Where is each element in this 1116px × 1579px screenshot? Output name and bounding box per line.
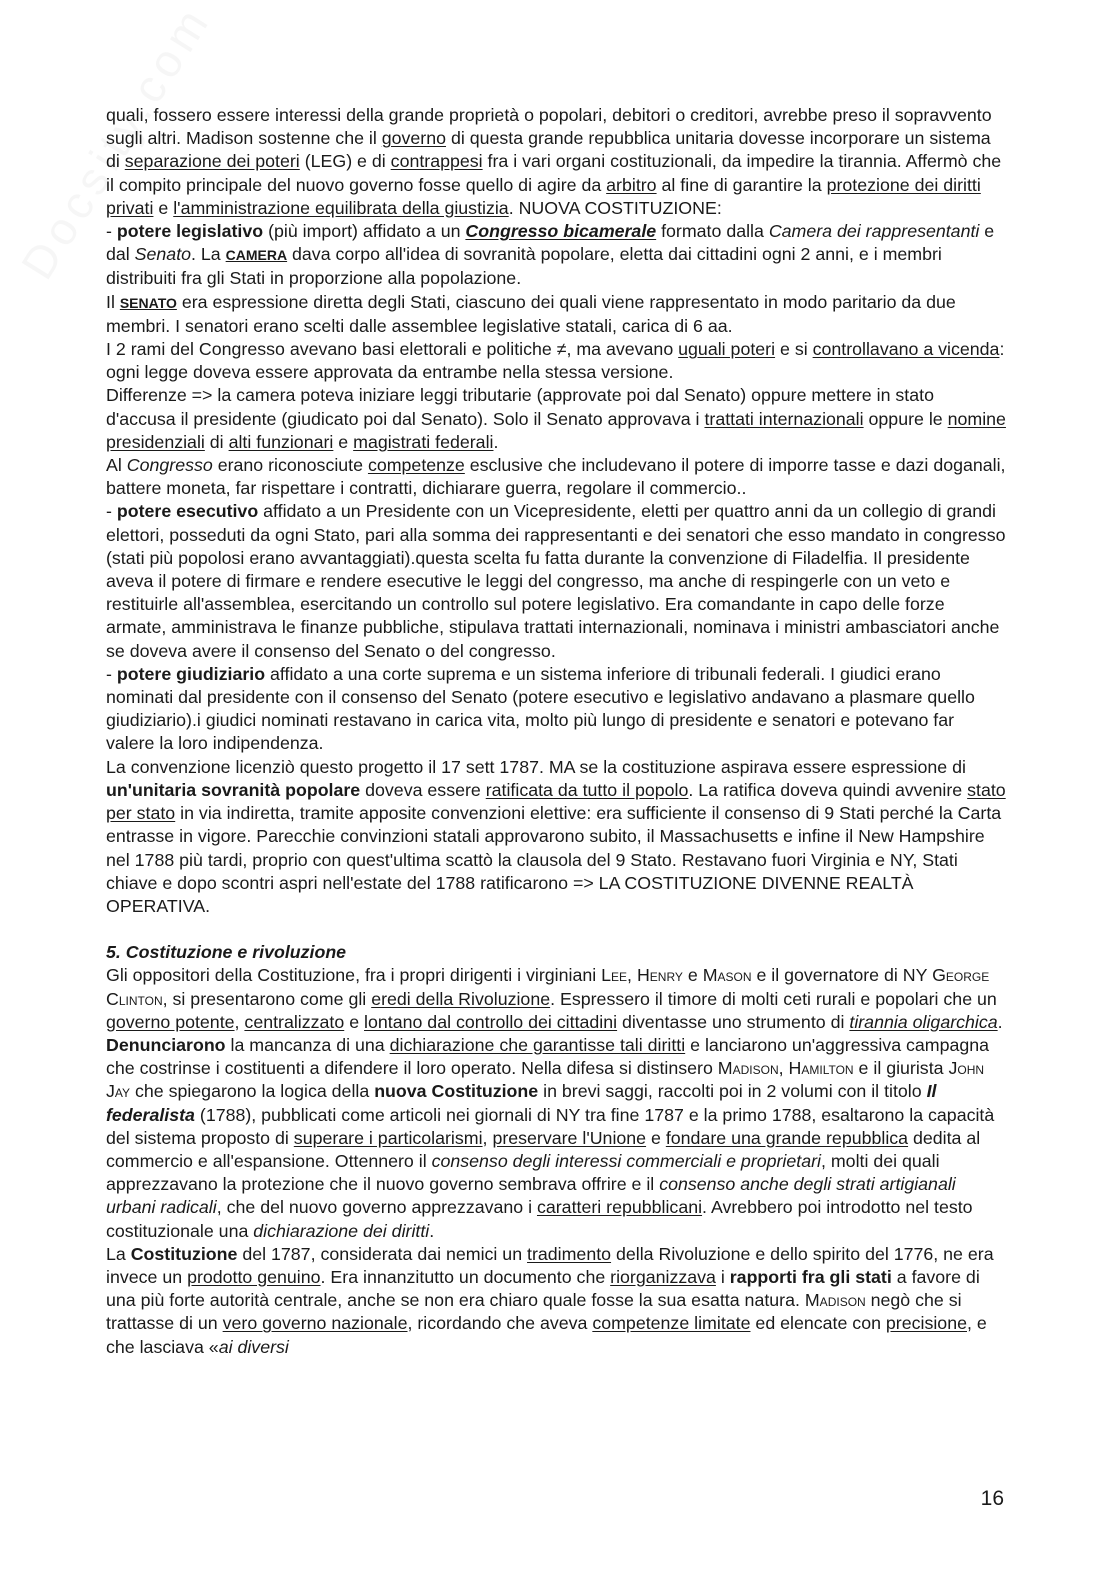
paragraph-legislative-power: - potere legislativo (più import) affidato a un Congresso bicamerale formato dalla Camera dei rappresentanti e dal Senato. La CAMERA dava corpo all'idea di sovranità popolare, eletta dai cittadini ogni 2 anni, e i membri distribuiti fra gli Stati in proporzione alla popolazione.	[106, 221, 995, 289]
document-body	[106, 104, 1006, 1359]
paragraph-two-chambers: I 2 rami del Congresso avevano basi elettorali e politiche ≠, ma avevano uguali poteri e si controllavano a vicenda: ogni legge doveva essere approvata da entrambe nella stessa versione.	[106, 339, 1005, 383]
paragraph-ratification: La convenzione licenziò questo progetto il 17 sett 1787. MA se la costituzione aspirava essere espressione di un'unitaria sovranità popolare doveva essere ratificata da tutto il popolo. La ratifica doveva quindi avvenire stato per stato in via indiretta, tramite apposite convenzioni elettive: era sufficiente il consenso di 9 Stati perché la Carta entrasse in vigore. Parecchie convinzioni statali approvarono subito, il Massachusetts e infine il New Hampshire nel 1788 più tardi, proprio con quest'ultima scattò la clausola del 9 Stato. Restavano fuori Virginia e NY, Stati chiave e dopo scontri aspri nell'estate del 1788 ratificarono => LA COSTITUZIONE DIVENNE REALTÀ OPERATIVA.	[106, 756, 1006, 916]
paragraph-separation-of-powers: quali, fossero essere interessi della grande proprietà o popolari, debitori o creditori, avrebbe preso il sopravvento sugli altri. Madison sostenne che il governo di questa grande repubblica unitaria dovesse incorporare un sistema di separazione dei poteri (LEG) e di contrappesi fra i vari organi costituzionali, da impedire la tirannia. Affermò che il compito principale del nuovo governo fosse quello di agire da arbitro al fine di garantire la protezione dei diritti privati e l'amministrazione equilibrata della giustizia. NUOVA COSTITUZIONE:	[106, 105, 1002, 218]
page-number: 16	[980, 1487, 1004, 1510]
paragraph-opponents: Gli oppositori della Costituzione, fra i propri dirigenti i virginiani Lee, Henry e Mason e il governatore di NY George Clinton, si presentarono come gli eredi della Rivoluzione. Espressero il timore di molti ceti rurali e popolari che un governo potente, centralizzato e lontano dal controllo dei cittadini diventasse uno strumento di tirannia oligarchica. Denunciarono la mancanza di una dichiarazione che garantisse tali diritti e lanciarono un'aggressiva campagna che costrinse i costituenti a difendere il loro operato. Nella difesa si distinsero Madison, Hamilton e il giurista John Jay che spiegarono la logica della nuova Costituzione in brevi saggi, raccolti poi in 2 volumi con il titolo Il federalista (1788), pubblicati come articoli nei giornali di NY tra fine 1787 e la primo 1788, esaltarono la capacità del sistema proposto di superare i particolarismi, preservare l'Unione e fondare una grande repubblica dedita al commercio e all'espansione. Ottennero il consenso degli interessi commerciali e proprietari, molti dei quali apprezzavano la protezione che il nuovo governo sembrava offrire e il consenso anche degli strati artigianali urbani radicali, che del nuovo governo apprezzavano i caratteri repubblicani. Avrebbero poi introdotto nel testo costituzionale una dichiarazione dei diritti.	[106, 965, 1003, 1241]
paragraph-judicial-power: - potere giudiziario affidato a una corte suprema e un sistema inferiore di tribunali federali. I giudici erano nominati dal presidente con il consenso del Senato (potere esecutivo e legislativo andavano a plasmare quello giudiziario).i giudici nominati restavano in carica vita, molto più lungo di presidente e senatori e potevano far valere la loro indipendenza.	[106, 663, 975, 754]
paragraph-constitution-1787: La Costituzione del 1787, considerata dai nemici un tradimento della Rivoluzione e dello spirito del 1776, ne era invece un prodotto genuino. Era innanzitutto un documento che riorganizzava i rapporti fra gli stati a favore di una più forte autorità centrale, anche se non era chiaro quale fosse la sua esatta natura. Madison negò che si trattasse di un vero governo nazionale, ricordando che aveva competenze limitate ed elencate con precisione, e che lasciava «ai diversi	[106, 1243, 994, 1357]
paragraph-congress-competences: Al Congresso erano riconosciute competenze esclusive che includevano il potere di imporre tasse e dazi doganali, battere moneta, far rispettare i contratti, dichiarare guerra, regolare il commercio..	[106, 455, 1006, 499]
paragraph-senate: Il SENATO era espressione diretta degli Stati, ciascuno dei quali viene rappresentato in modo paritario da due membri. I senatori erano scelti dalle assemblee legislative statali, carica di 6 aa.	[106, 291, 956, 336]
paragraph-executive-power: - potere esecutivo affidato a un Presidente con un Vicepresidente, eletti per quattro anni da un collegio di grandi elettori, posseduti da ogni Stato, pari alla somma dei rappresentanti e dei senatori che esso mandato in congresso (stati più popolosi erano avvantaggiati).questa scelta fu fatta durante la convenzione di Filadelfia. Il presidente aveva il potere di firmare e rendere esecutive le leggi del congresso, ma anche di respingerle con un veto e restituirle all'assemblea, esercitando un controllo sul potere legislativo. Era comandante in capo delle forze armate, amministrava le finanze pubbliche, stipulava trattati internazionali, nominava i ministri ambasciatori anche se doveva avere il consenso del Senato o del congresso.	[106, 501, 1006, 661]
section-heading: 5. Costituzione e rivoluzione	[106, 942, 347, 963]
paragraph-differences: Differenze => la camera poteva iniziare leggi tributarie (approvate poi dal Senato) oppure mettere in stato d'accusa il presidente (giudicato poi dal Senato). Solo il Senato approvava i trattati internazionali oppure le nomine presidenziali di alti funzionari e magistrati federali.	[106, 385, 1006, 452]
